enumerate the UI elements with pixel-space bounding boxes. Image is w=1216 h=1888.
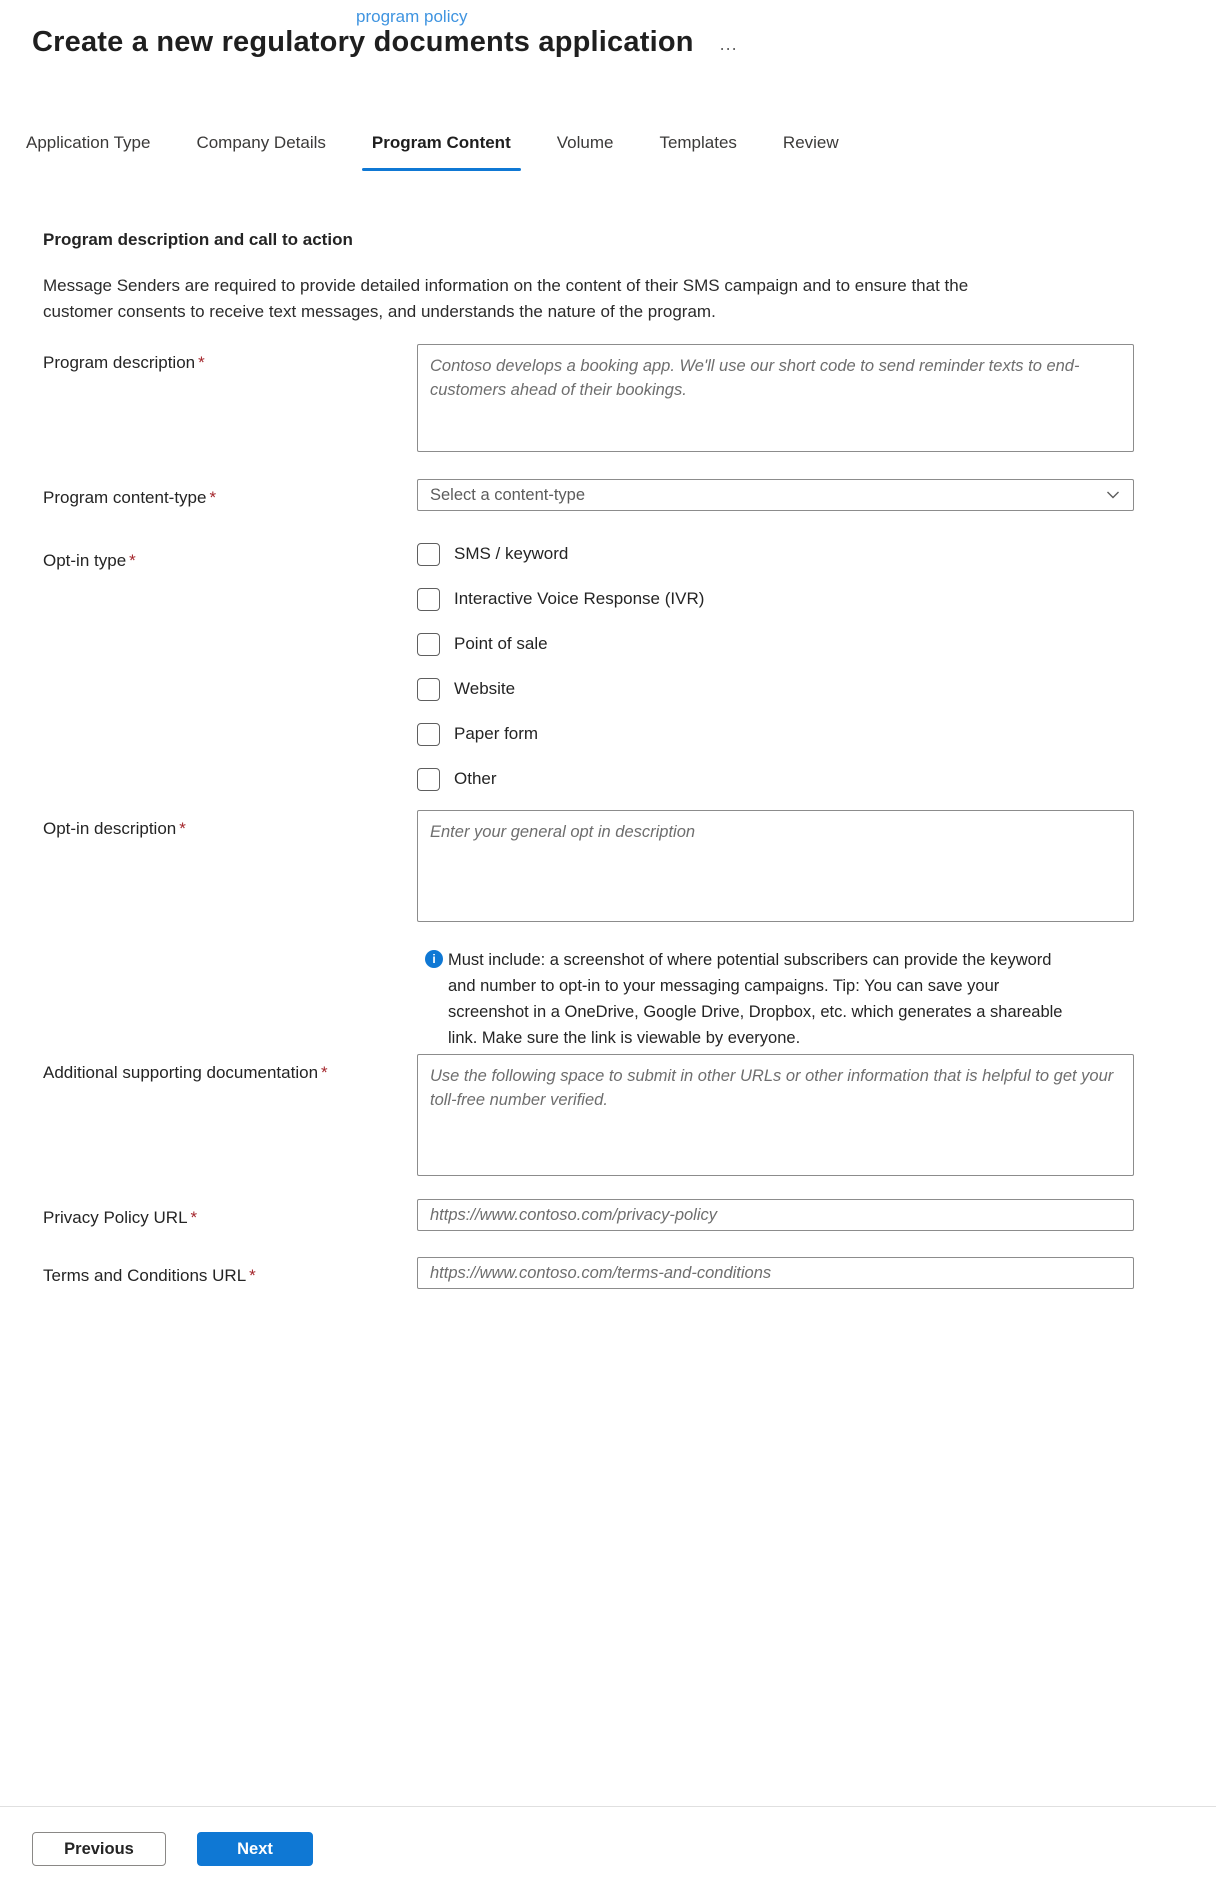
form-row-additional-documentation [43,1054,1216,1176]
form-row-terms-url [43,1257,1216,1289]
info-text [448,947,1063,1051]
additional-documentation-textarea[interactable] [417,1054,1134,1176]
checkbox-point-of-sale[interactable] [417,632,1134,656]
breadcrumb-link[interactable]: program policy [356,7,468,26]
required-asterisk: * [249,1266,256,1285]
form-row-opt-in-description [43,810,1216,1051]
info-text-line: Must include: a screenshot of where potential subscribers can provide the keyword [448,951,1052,969]
info-text-line: link. Make sure the link is viewable by everyone. [448,1029,801,1047]
checkbox-icon[interactable] [417,678,440,701]
tab-review[interactable]: Review [782,133,839,152]
required-asterisk: * [129,551,136,570]
chevron-down-icon [1105,487,1121,503]
required-asterisk: * [190,1208,198,1227]
checkbox-icon[interactable] [417,723,440,746]
privacy-policy-url-input[interactable] [417,1199,1134,1231]
required-asterisk: * [209,488,217,507]
program-description-label: Program description * [43,353,205,372]
checkbox-label: Point of sale [454,634,548,653]
section-description-line: customer consents to receive text messages, and understands the nature of the program. [43,302,716,321]
page-title: Create a new regulatory documents application [32,26,694,58]
form-row-opt-in-type [43,542,1216,791]
terms-url-label: Terms and Conditions URL * [43,1266,256,1285]
opt-in-description-textarea[interactable] [417,810,1134,922]
content-type-dropdown[interactable] [417,479,1134,511]
section-description [43,273,1143,325]
content-type-label: Program content-type * [43,488,217,507]
required-asterisk: * [179,819,186,838]
footer-divider [0,1806,1216,1807]
info-text-line: and number to opt-in to your messaging campaigns. Tip: You can save your [448,977,1000,995]
tab-program-content[interactable]: Program Content [362,132,521,171]
checkbox-icon[interactable] [417,588,440,611]
checkbox-icon[interactable] [417,633,440,656]
tab-company-details[interactable]: Company Details [196,133,326,152]
section-description-line: Message Senders are required to provide detailed information on the content of their SMS campaign and to ensure that the [43,276,969,295]
privacy-policy-url-label: Privacy Policy URL * [43,1208,198,1227]
info-icon [425,950,443,968]
opt-in-info-message [417,947,1107,1051]
form-row-program-description [43,344,1216,452]
checkbox-label: Website [454,679,516,698]
page-header [32,22,1216,62]
section-heading: Program description and call to action [43,230,353,249]
opt-in-description-label: Opt-in description * [43,819,186,838]
checkbox-ivr[interactable] [417,587,1134,611]
wizard-tabs [16,132,1216,171]
previous-button[interactable]: Previous [32,1832,166,1866]
checkbox-label: Paper form [454,724,539,743]
checkbox-other[interactable] [417,767,1134,791]
terms-url-input[interactable] [417,1257,1134,1289]
tab-volume[interactable]: Volume [556,133,614,152]
checkbox-paper-form[interactable] [417,722,1134,746]
tab-application-type[interactable]: Application Type [26,133,151,152]
content-type-selected-value: Select a content-type [430,485,586,504]
form-row-content-type [43,479,1216,511]
program-content-form [43,344,1216,1289]
checkbox-label: SMS / keyword [454,544,569,563]
checkbox-icon[interactable] [417,543,440,566]
required-asterisk: * [198,353,205,372]
program-description-textarea[interactable] [417,344,1134,452]
form-row-privacy-policy-url [43,1199,1216,1231]
opt-in-type-checkbox-group [417,542,1134,791]
checkbox-icon[interactable] [417,768,440,791]
checkbox-sms-keyword[interactable] [417,542,1134,566]
wizard-footer [32,1832,313,1866]
checkbox-label: Interactive Voice Response (IVR) [454,589,705,608]
tab-templates[interactable]: Templates [659,133,737,152]
info-text-line: screenshot in a OneDrive, Google Drive, Dropbox, etc. which generates a shareable [448,1003,1063,1021]
opt-in-description-control [417,810,1134,1051]
breadcrumb-link-clipped [356,7,576,27]
more-icon[interactable]: ... [719,33,738,54]
checkbox-website[interactable] [417,677,1134,701]
additional-documentation-label: Additional supporting documentation * [43,1063,328,1082]
checkbox-label: Other [454,769,497,788]
opt-in-type-label: Opt-in type * [43,551,136,570]
required-asterisk: * [321,1063,328,1082]
next-button[interactable]: Next [197,1832,313,1866]
